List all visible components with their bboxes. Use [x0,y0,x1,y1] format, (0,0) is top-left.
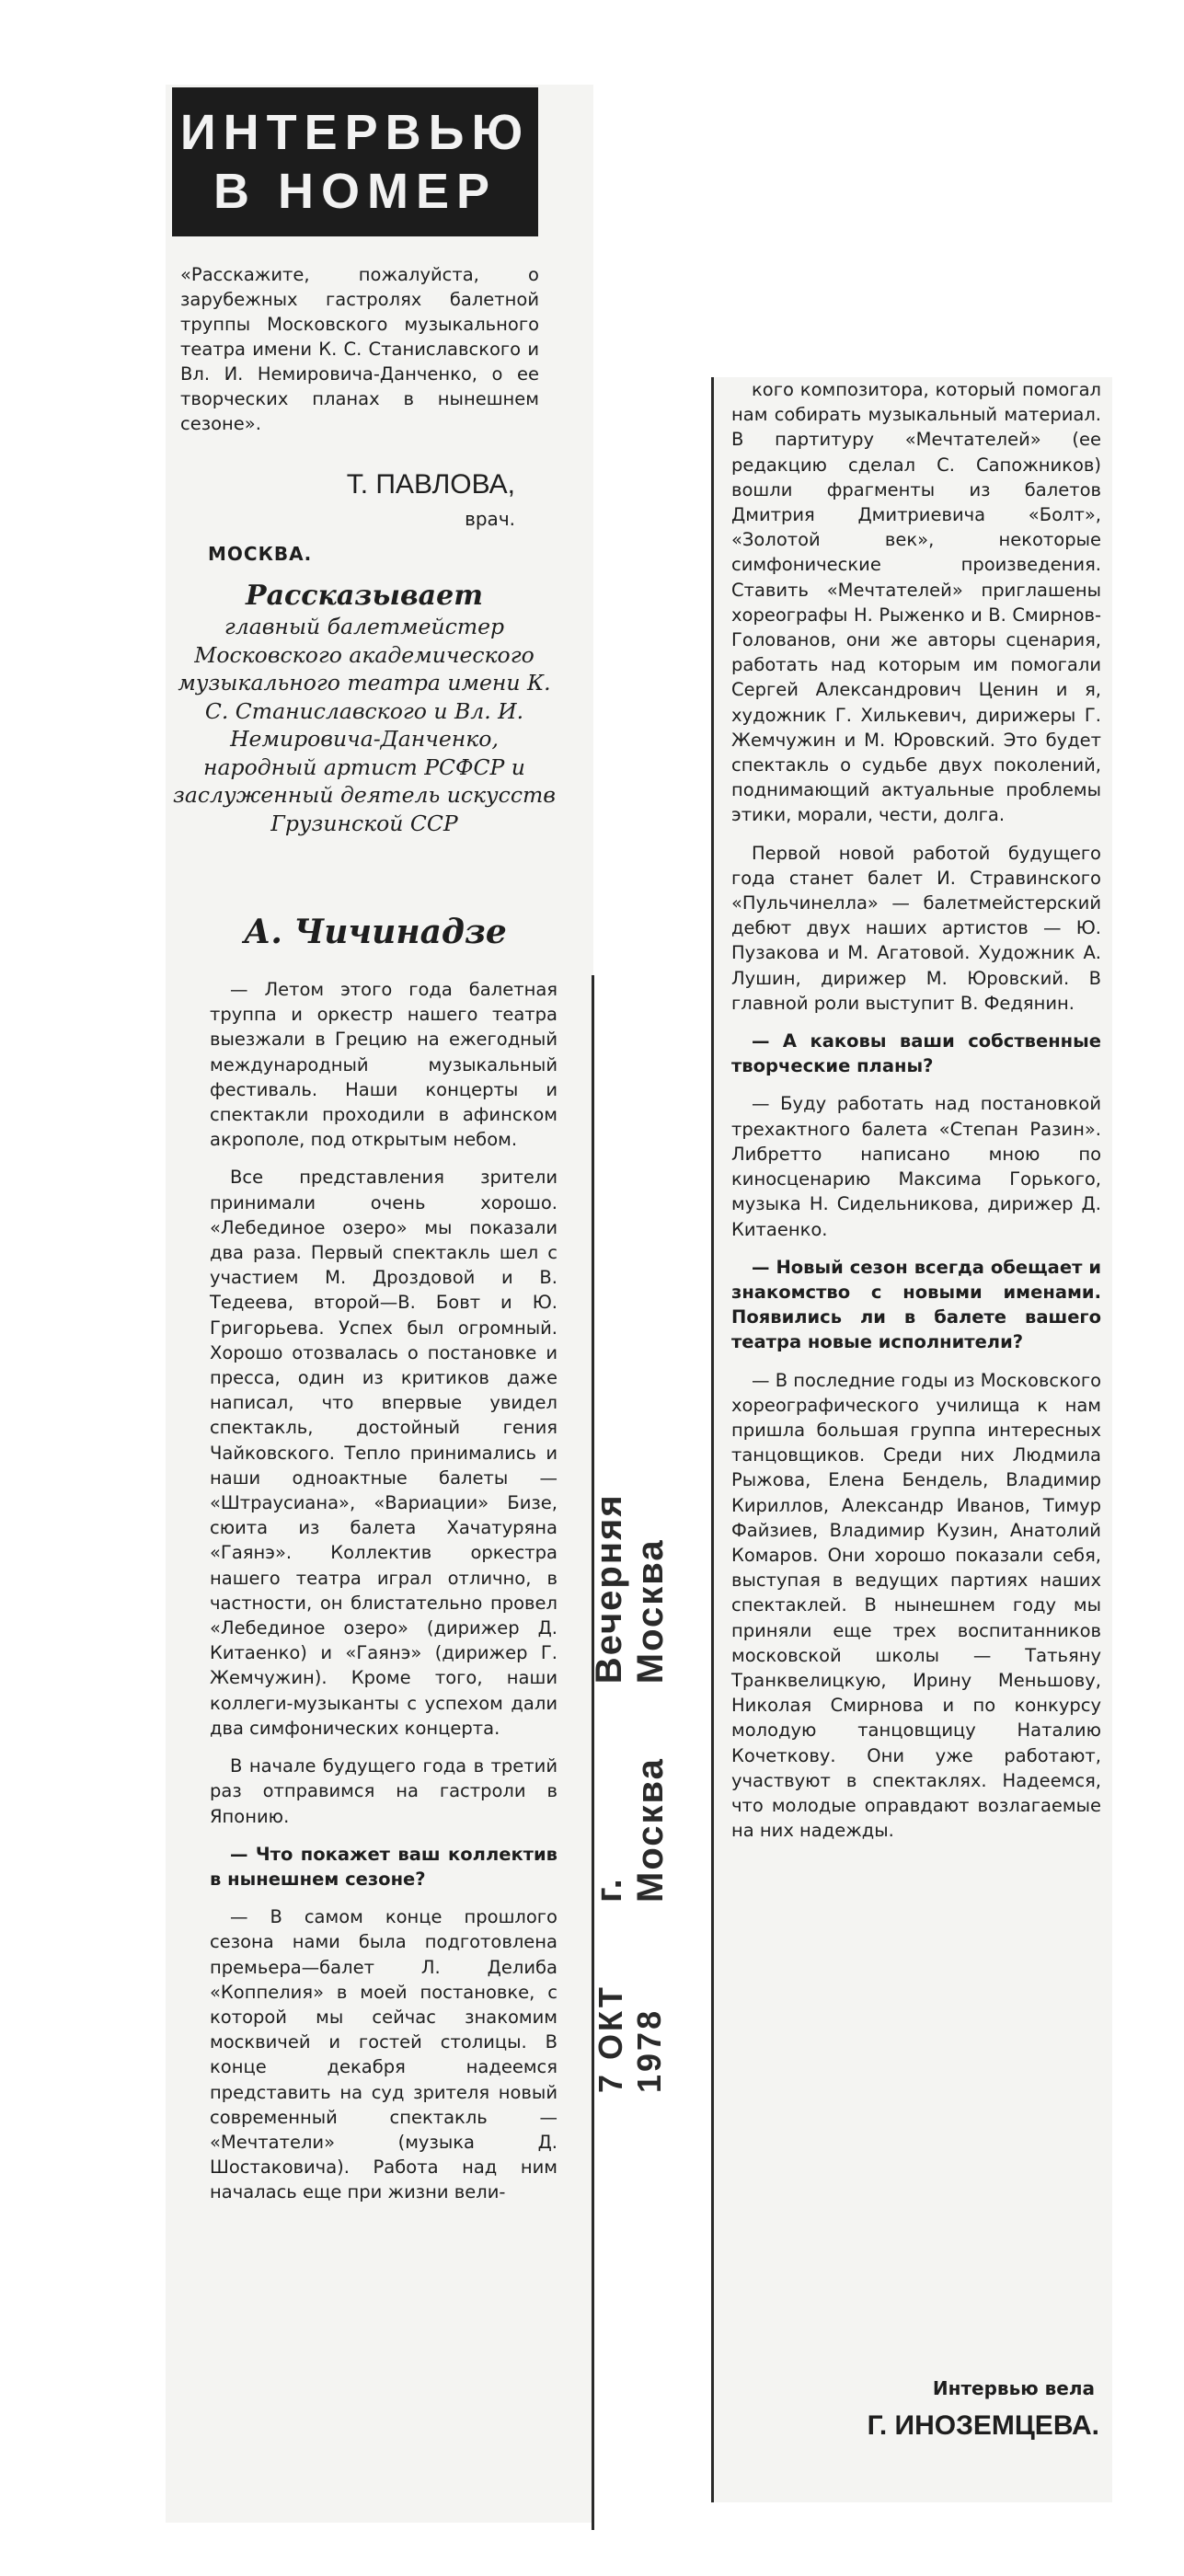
interviewee-name: А. Чичинадзе [244,913,507,951]
intro-text: главный балетмейстер Московского академического музыкального театра имени К. С. Станиславского и Вл. И. Немировича-Данченко, народный артист РСФСР и заслуженный деятель искусств Грузинской ССР [173,614,556,836]
signer-role: врач. [465,508,515,530]
paragraph: — Буду работать над постановкой трехактного балета «Степан Разин». Либретто написано мною по киносценарию Максима Горького, музыка Н. Сидельникова, дирижер Д. Китаенко. [731,1093,1101,1240]
interviewee-intro [171,580,558,837]
column-rule [711,377,714,2502]
signer-name: Т. ПАВЛОВА, [346,469,515,500]
paragraph: — В самом конце прошлого сезона нами была подготовлена премьера—балет Л. Делиба «Коппелия» в моей постановке, с которой мы сейчас знакомим москвичей и гостей столицы. В конце декабря надеемся представить на суд зрителя новый современный спектакль — «Мечтатели» (музыка Д. Шостаковича). Работа над ним началась еще при жизни вели- [210,1906,558,2203]
interview-question: — А каковы ваши собственные творческие планы? [731,1030,1101,1077]
byline-label: Интервью вела [932,2377,1095,2399]
interview-question: — Новый сезон всегда обещает и знакомство с новыми именами. Появились ли в балете вашего театра новые исполнители? [731,1256,1101,1353]
paragraph: Все представления зрители принимали очень хорошо. «Лебединое озеро» мы показали два раза. Первый спектакль шел с участием М. Дроздовой и В. Тедеева, второй—В. Бовт и Ю. Григорьева. Успех был огромный. Хорошо отозвалась о постановке и пресса, один из критиков даже написал, что впервые увидел спектакль, достойный гения Чайковского. Тепло принимались и наши одноактные балеты — «Штраусиана», «Вариации» Бизе, сюита из балета Хачатуряна «Гаянэ». Коллектив оркестра нашего театра играл отлично, в частности, он блистательно провел «Лебединое озеро» (дирижер Д. Китаенко) и «Гаянэ» (дирижер Г. Жемчужин). Кроме того, наши коллеги-музыканты с успехом дали два симфонических концерта. [210,1167,558,1739]
stamp-city: г. Москва [589,1757,671,1903]
clipping-stamp [589,1486,671,2093]
rubric-line-2: В НОМЕР [213,164,498,219]
reader-question: «Расскажите, пожалуйста, о зарубежных гастролях балетной труппы Московского музыкального театра имени К. С. Станиславского и Вл. И. Немировича-Данченко, о ее творческих планах в нынешнем сезоне». [180,264,539,434]
byline-name: Г. ИНОЗЕМЦЕВА. [867,2410,1099,2441]
interview-question: — Что покажет ваш коллектив в нынешнем сезоне? [210,1843,558,1890]
stamp-newspaper: Вечерняя Москва [589,1493,671,1685]
paragraph: Первой новой работой будущего года станет балет И. Стравинского «Пульчинелла» — балетмейстерский дебют двух наших артистов — Ю. Пузакова и М. Агатовой. Художник А. Лушин, дирижер М. Юровский. В главной роли выступит В. Федянин. [731,842,1101,1014]
rubric-header [172,87,538,236]
paragraph: — В последние годы из Московского хореографического училища к нам пришла большая группа интересных танцовщиков. Среди них Людмила Рыжова, Елена Бендель, Владимир Кириллов, Александр Иванов, Тимур Файзиев, Владимир Кузин, Анатолий Комаров. Они хорошо показали себя, выступая в ведущих партиях наших спектаклей. В нынешнем году мы приняли еще трех воспитанников московской школы — Татьяну Транквелицкую, Ирину Меньшову, Николая Смирнова и по конкурсу молодую танцовщицу Наталию Кочеткову. Они уже работают, участвуют в спектаклях. Надеемся, что молодые оправдают возлагаемые на них надежды. [731,1369,1102,1842]
intro-lead: Рассказывает [246,580,483,612]
paragraph: кого композитора, который помогал нам собирать музыкальный материал. В партитуру «Мечтателей» (ее редакцию сделал С. Сапожников) вошли фрагменты из балетов Дмитрия Дмитриевича «Болт», «Золотой век», некоторые симфонические произведения. Ставить «Мечтателей» приглашены хореографы Н. Рыженко и В. Смирнов-Голованов, они же авторы сценария, работать над которым им помогали Сергей Александрович Ценин и я, художник Г. Хилькевич, дирижеры Г. Жемчужин и М. Юровский. Это будет спектакль о судьбе двух поколений, поднимающий актуальные проблемы этики, морали, чести, долга. [731,379,1101,826]
rubric-line-1: ИНТЕРВЬЮ [179,105,531,160]
paragraph: — Летом этого года балетная труппа и оркестр нашего театра выезжали в Грецию на ежегодный международный музыкальный фестиваль. Наши концерты и спектакли проходили в афинском акрополе, под открытым небом. [210,979,558,1151]
paragraph: В начале будущего года в третий раз отправимся на гастроли в Японию. [210,1755,558,1827]
stamp-date: 7 ОКТ 1978 [592,1984,668,2093]
article-column-right [731,377,1101,1856]
column-rule [592,975,594,2530]
article-column-left [210,977,558,2218]
dateline-city: МОСКВА. [208,543,313,565]
